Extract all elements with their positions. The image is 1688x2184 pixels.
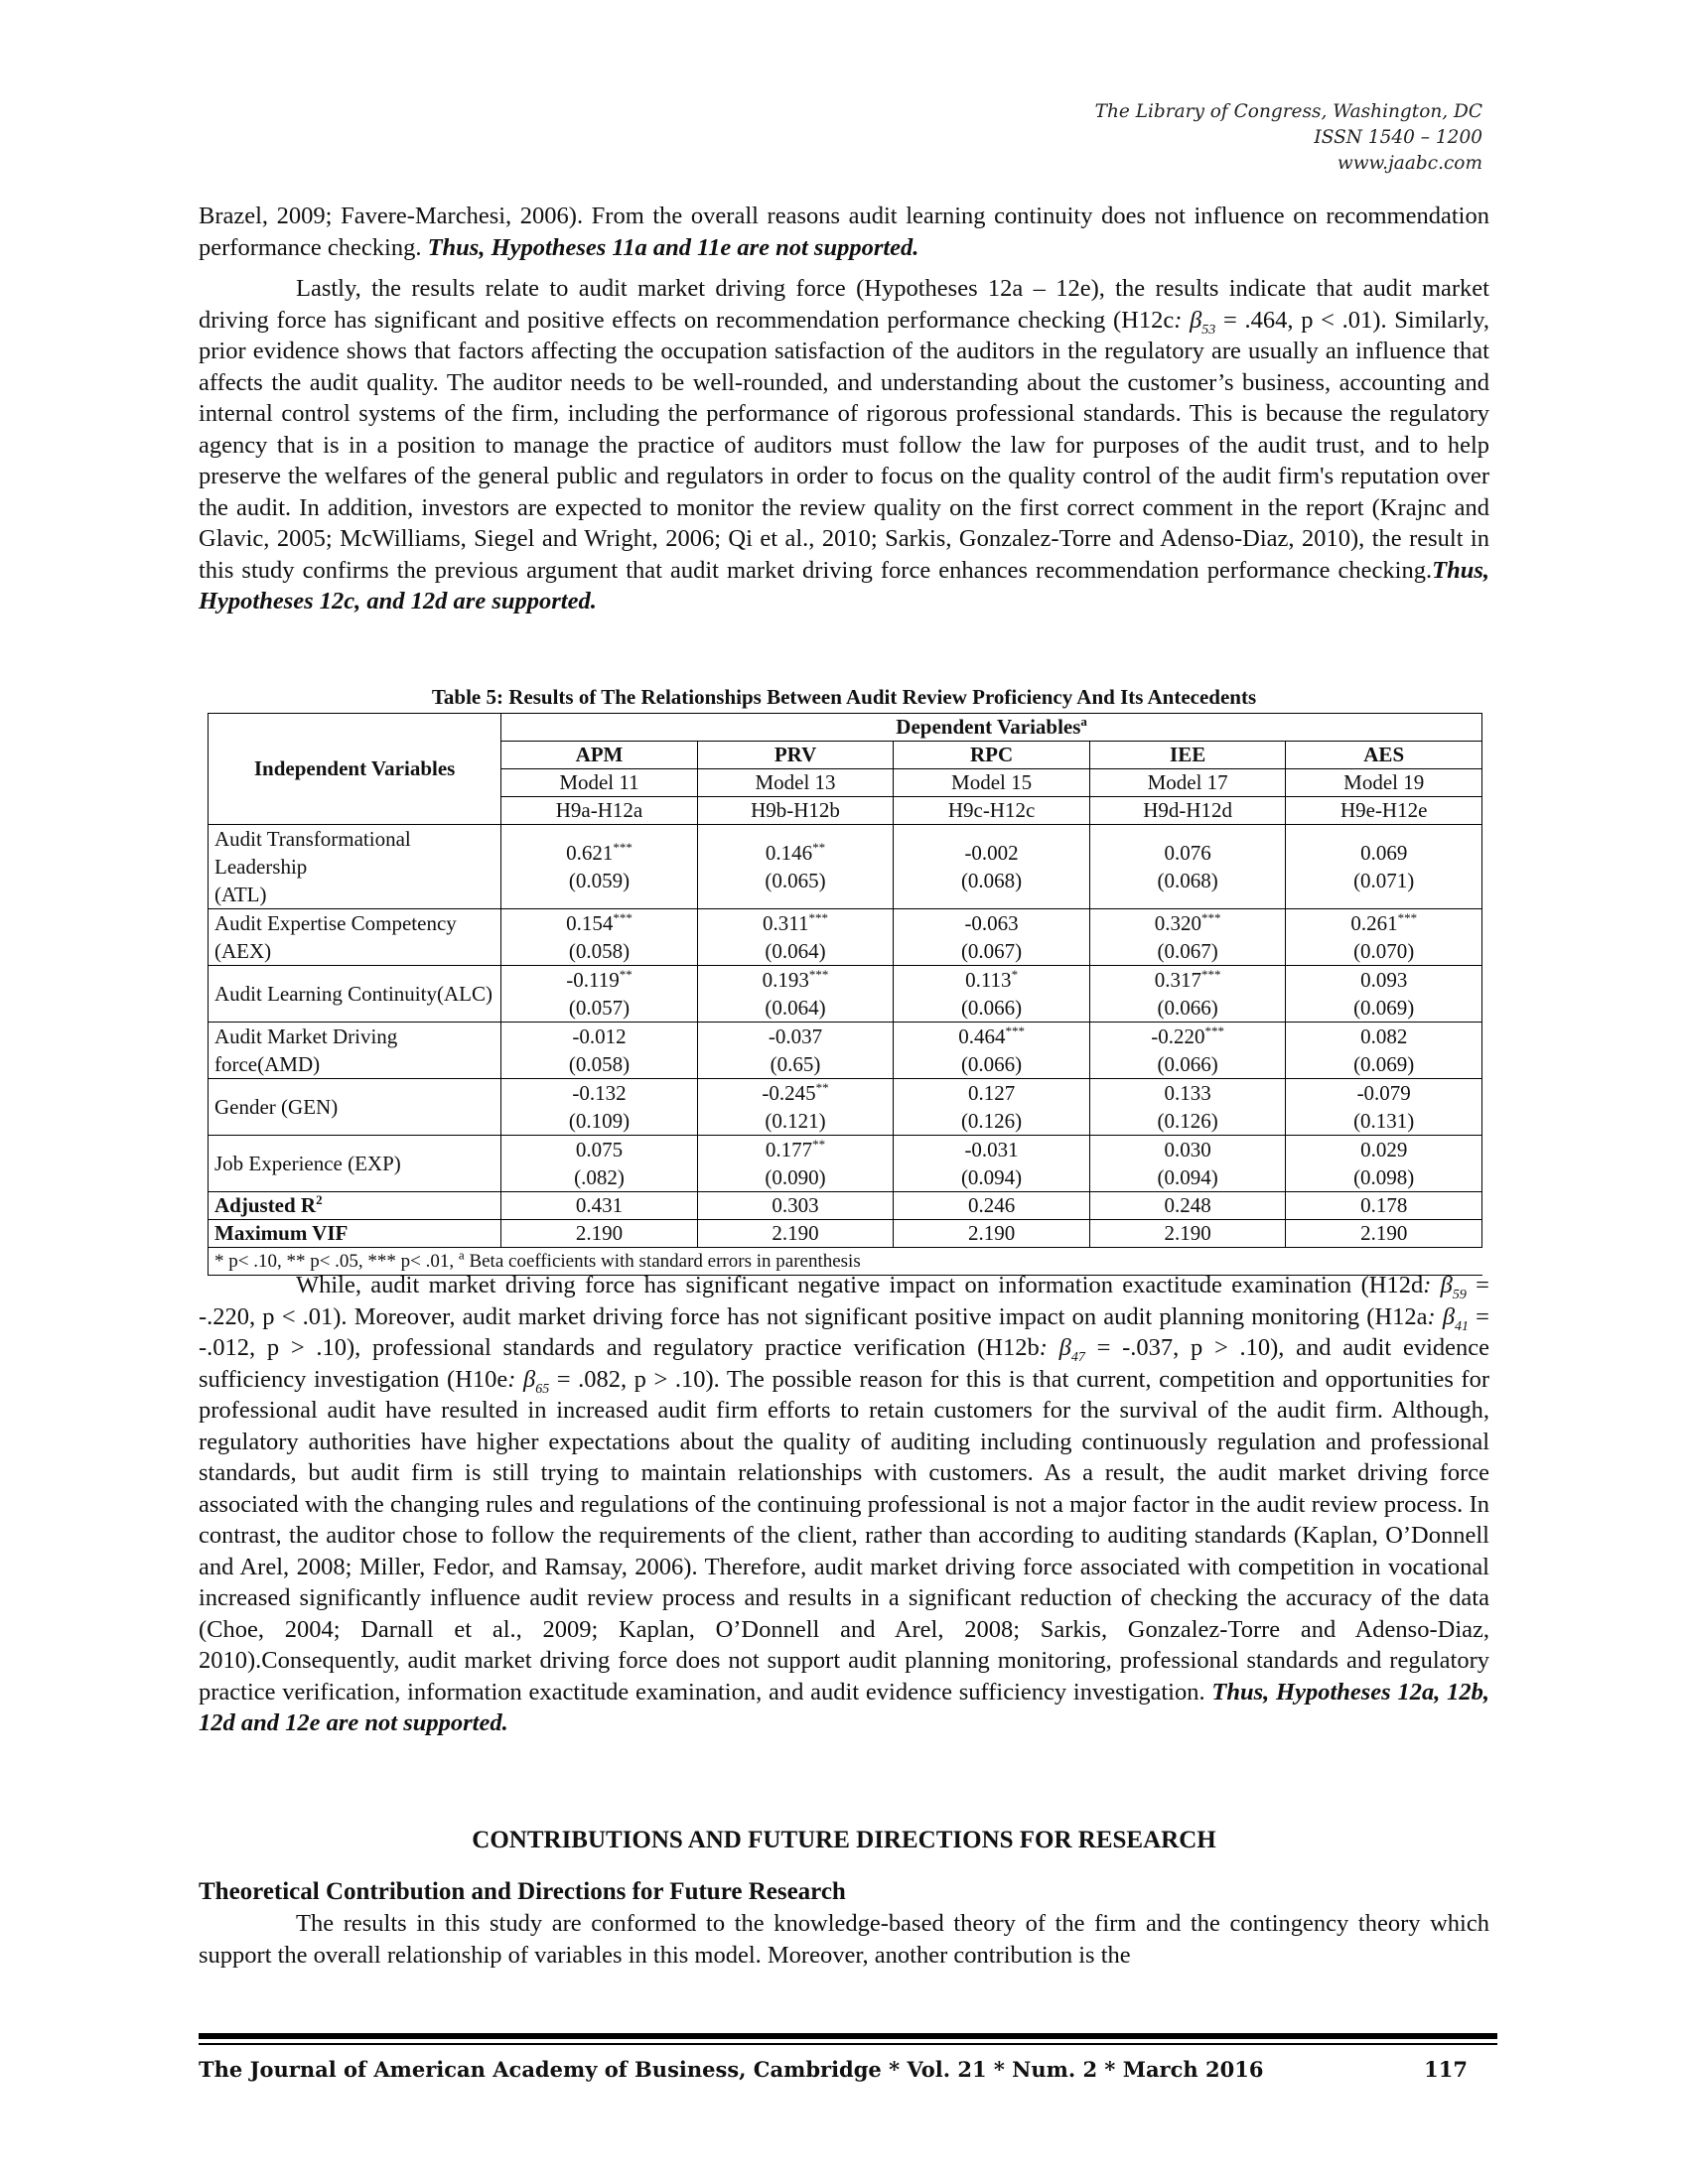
standard-error: (0.090) [765,1165,826,1189]
table-row [209,966,1482,1023]
adjusted-r2-value: 0.178 [1286,1192,1482,1220]
coefficient-cell [501,909,698,966]
maximum-vif-value: 2.190 [501,1220,698,1248]
coefficient-cell [697,825,894,909]
coefficient-value: 0.320 [1154,911,1201,935]
coefficient-cell [1089,1023,1286,1079]
column-model: Model 15 [894,769,1090,797]
maximum-vif-value: 2.190 [1286,1220,1482,1248]
row-label [209,966,501,1023]
coefficient-cell [1286,1136,1482,1192]
standard-error: (0.071) [1353,869,1415,892]
table-caption: Table 5: Results of The Relationships Between Audit Review Proficiency And Its Antecedents [431,685,1257,709]
standard-error: (0.064) [765,996,826,1020]
coefficient-value: 0.029 [1360,1138,1408,1161]
significance-stars: *** [1397,910,1418,925]
table-row [209,825,1482,909]
row-label-line1: Audit Transformational Leadership [214,827,411,879]
adjusted-r2-value: 0.246 [894,1192,1090,1220]
significance-stars: *** [808,910,829,925]
row-label-line2: Audit Learning Continuity(ALC) [214,982,492,1006]
column-hypotheses: H9a-H12a [501,797,698,825]
significance-stars: ** [815,1080,829,1095]
coefficient-value: 0.193 [762,968,809,992]
standard-error: (0.094) [1157,1165,1218,1189]
row-label-line1: Gender (GEN) [214,1095,339,1119]
header-website: www.jaabc.com [1336,153,1482,174]
coefficient-cell [697,909,894,966]
coefficient-cell [1286,909,1482,966]
column-hypotheses: H9e-H12e [1286,797,1482,825]
header-library: The Library of Congress, Washington, DC [1094,101,1482,122]
standard-error: (0.059) [568,869,631,892]
coefficient-cell [1286,1079,1482,1136]
coefficient-value: 0.464 [958,1024,1006,1048]
header-issn: ISSN 1540 – 1200 [1314,127,1482,148]
row-label-line2: (ATL) [214,883,267,906]
column-hypotheses: H9b-H12b [697,797,894,825]
significance-stars: *** [1200,910,1221,925]
standard-error: (0.121) [765,1109,826,1133]
paragraph-1: Brazel, 2009; Favere-Marchesi, 2006). From the overall reasons audit learning continuity does not influence on recommendation performance checking. Thus, Hypotheses 11a and 11e are not supported. [199,203,1489,261]
standard-error: (0.066) [1157,996,1218,1020]
coefficient-cell [501,1023,698,1079]
column-header-iee: IEE [1089,742,1286,769]
coefficient-cell [1089,966,1286,1023]
coefficient-cell [697,1136,894,1192]
row-label [209,1023,501,1079]
coefficient-value: -0.031 [964,1138,1019,1161]
body-text-bottom [199,1908,1489,1971]
maximum-vif-value: 2.190 [1089,1220,1286,1248]
adjusted-r2-value: 0.431 [501,1192,698,1220]
maximum-vif-value: 2.190 [894,1220,1090,1248]
adjusted-r2-label: Adjusted $R^2$ [209,1192,501,1220]
coefficient-cell [697,1023,894,1079]
standard-error: (0.109) [568,1109,631,1133]
row-label-line1: Audit Expertise Competency [214,911,457,935]
coefficient-cell [501,825,698,909]
coefficient-value: 0.261 [1350,911,1398,935]
coefficient-value: -0.220 [1151,1024,1205,1048]
table-row [209,1079,1482,1136]
significance-stars: *** [1204,1024,1224,1038]
coefficient-value: -0.119 [566,968,620,992]
column-model: Model 19 [1286,769,1482,797]
row-label [209,1136,501,1192]
significance-stars: *** [808,967,829,982]
standard-error: (0.126) [1157,1109,1218,1133]
coefficient-cell [501,1136,698,1192]
column-header-rpc: RPC [894,742,1090,769]
standard-error: (0.131) [1353,1109,1415,1133]
significance-stars: *** [1005,1024,1025,1038]
coefficient-value: -0.037 [768,1024,823,1048]
body-text-top [199,201,1489,617]
maximum-vif-value: 2.190 [697,1220,894,1248]
coefficient-value: 0.069 [1360,841,1408,865]
maximum-vif-label: Maximum VIF [209,1220,501,1248]
row-label-line2: (AEX) [214,939,272,963]
significance-stars: ** [812,840,826,855]
table-note: * p< .10, ** p< .05, *** p< .01, $^a$ Beta coefficients with standard errors in parenthesis [209,1248,1482,1276]
standard-error: (0.098) [1353,1165,1415,1189]
standard-error: (0.066) [960,1052,1023,1076]
standard-error: (0.058) [568,939,631,963]
column-hypotheses: H9c-H12c [894,797,1090,825]
standard-error: (0.066) [960,996,1023,1020]
paragraph-3: While, audit market driving force has significant negative impact on information exactitude examination (H12d: $\beta_{59} = -.220$, p < .01). Moreover, audit market driving force has not significant positive impact on audit planning monitoring (H12a: $\beta_{41} = -.012$, p > .10), professional standards and regulatory practice verification (H12b: $\beta_{47} = -.037$, p > .10), and audit evidence sufficiency investigation (H10e: $\beta_{65} = .082$, p > .10). The possible reason for this is that current, competition and opportunities for professional audit have resulted in increased audit firm efforts to retain customers for the survival of the audit firm. Although, regulatory authorities have higher expectations about the quality of auditing including continuously regulation and professional standards, but audit firm is still trying to maintain relationships with customers. As a result, the audit market driving force associated with the changing rules and regulations of the continuing professional is not a major factor in the audit review process. In contrast, the auditor chose to follow the requirements of the client, rather than according to auditing standards (Kaplan, O’Donnell and Arel, 2008; Miller, Fedor, and Ramsay, 2006). Therefore, audit market driving force associated with competition in vocational increased significantly influence audit review process and results in a significant reduction of checking the accuracy of the data (Choe, 2004; Darnall et al., 2009; Kaplan, O’Donnell and Arel, 2008; Sarkis, Gonzalez-Torre and Adenso-Diaz, 2010).Consequently, audit market driving force does not support audit planning monitoring, professional standards and regulatory practice verification, information exactitude examination, and audit evidence sufficiency investigation. Thus, Hypotheses 12a, 12b, 12d and 12e are not supported. [199,1272,1489,1736]
significance-stars: *** [1200,967,1221,982]
row-label-line1: Job Experience (EXP) [214,1152,401,1175]
standard-error: (0.067) [960,939,1023,963]
paragraph-4: The results in this study are conformed to the knowledge-based theory of the firm and the contingency theory which support the overall relationship of variables in this model. Moreover, another contribution is the [199,1910,1489,1969]
coefficient-cell [1089,1079,1286,1136]
hypothesis-conclusion: Thus, Hypotheses 12a, 12b, 12d and 12e are not supported. [199,1678,1489,1736]
coefficient-cell [894,1023,1090,1079]
row-label [209,1079,501,1136]
coefficient-value: 0.177 [765,1138,813,1161]
standard-error: (0.057) [568,996,631,1020]
coefficient-value: -0.002 [964,841,1019,865]
significance-stars: ** [619,967,633,982]
standard-error: (0.65) [770,1052,821,1076]
column-header-prv: PRV [697,742,894,769]
coefficient-value: 0.030 [1164,1138,1211,1161]
coefficient-cell [894,909,1090,966]
coefficient-value: -0.063 [964,911,1019,935]
footer-rule-thin [199,2043,1497,2045]
coefficient-cell [697,1079,894,1136]
coefficient-cell [894,1079,1090,1136]
body-text-middle [199,1270,1489,1739]
coefficient-cell [501,1079,698,1136]
coefficient-value: 0.154 [566,911,614,935]
row-label [209,825,501,909]
results-table [208,713,1482,1276]
column-header-apm: APM [501,742,698,769]
coefficient-cell [501,966,698,1023]
section-heading: CONTRIBUTIONS AND FUTURE DIRECTIONS FOR RESEARCH [472,1827,1216,1853]
adjusted-r2-value: 0.248 [1089,1192,1286,1220]
coefficient-value: -0.012 [572,1024,627,1048]
standard-error: (0.067) [1157,939,1218,963]
coefficient-value: 0.075 [575,1138,624,1161]
table-row [209,909,1482,966]
table-row [209,1136,1482,1192]
significance-stars: *** [613,840,633,855]
coefficient-value: -0.132 [572,1081,627,1105]
coefficient-value: 0.127 [967,1081,1016,1105]
table-row [209,1023,1482,1079]
standard-error: (0.068) [960,869,1023,892]
standard-error: (0.064) [765,939,826,963]
coefficient-value: 0.133 [1164,1081,1211,1105]
paragraph-2: Lastly, the results relate to audit market driving force (Hypotheses 12a – 12e), the results indicate that audit market driving force has significant and positive effects on recommendation performance checking (H12c: $\beta_{53} = .464$, p < .01). Similarly, prior evidence shows that factors affecting the occupation satisfaction of the auditors in the regulatory are usually an influence that affects the audit quality. The auditor needs to be well-rounded, and understanding about the customer’s business, accounting and internal control systems of the firm, including the performance of rigorous professional standards. This is because the regulatory agency that is in a position to manage the practice of auditors must follow the law for purposes of the audit trust, and to help preserve the welfares of the general public and regulators in order to focus on the quality control of the audit firm's reputation over the audit. In addition, investors are expected to monitor the review quality on the first correct comment in the report (Krajnc and Glavic, 2005; McWilliams, Siegel and Wright, 2006; Qi et al., 2010; Sarkis, Gonzalez-Torre and Adenso-Diaz, 2010), the result in this study confirms the previous argument that audit market driving force enhances recommendation performance checking.Thus, Hypotheses 12c, and 12d are supported. [199,275,1489,614]
coefficient-cell [1089,909,1286,966]
independent-variables-header: Independent Variables [209,714,501,825]
hypothesis-conclusion: Thus, Hypotheses 11a and 11e are not supported. [427,233,919,261]
significance-stars: ** [812,1137,826,1152]
standard-error: (0.065) [765,869,826,892]
significance-stars: * [1011,967,1019,982]
coefficient-cell [1286,825,1482,909]
hypothesis-conclusion: Thus, Hypotheses 12c, and 12d are supported. [199,556,1489,614]
column-model: Model 13 [697,769,894,797]
coefficient-value: 0.093 [1360,968,1408,992]
coefficient-cell [1286,1023,1482,1079]
coefficient-value: -0.245 [762,1081,816,1105]
standard-error: (0.069) [1353,996,1415,1020]
coefficient-cell [1286,966,1482,1023]
coefficient-cell [1089,1136,1286,1192]
coefficient-value: 0.146 [765,841,813,865]
coefficient-value: 0.076 [1164,841,1211,865]
standard-error: (0.068) [1157,869,1218,892]
column-header-aes: AES [1286,742,1482,769]
coefficient-value: 0.317 [1154,968,1201,992]
coefficient-value: 0.113 [965,968,1012,992]
coefficient-cell [894,966,1090,1023]
significance-stars: *** [613,910,633,925]
row-label-line2: Audit Market Driving force(AMD) [214,1024,398,1076]
adjusted-r2-value: 0.303 [697,1192,894,1220]
coefficient-value: 0.311 [763,911,809,935]
coefficient-cell [894,1136,1090,1192]
coefficient-cell [697,966,894,1023]
coefficient-value: -0.079 [1356,1081,1411,1105]
coefficient-value: 0.621 [566,841,614,865]
standard-error: (0.126) [960,1109,1023,1133]
standard-error: (0.069) [1353,1052,1415,1076]
column-model: Model 11 [501,769,698,797]
standard-error: (0.094) [960,1165,1023,1189]
coefficient-cell [894,825,1090,909]
footer-journal: The Journal of American Academy of Business, Cambridge * Vol. 21 * Num. 2 * March 2016 [199,2057,1264,2082]
standard-error: (0.066) [1157,1052,1218,1076]
coefficient-value: 0.082 [1360,1024,1408,1048]
page-number: 117 [1424,2057,1468,2082]
standard-error: (0.058) [568,1052,631,1076]
standard-error: (0.070) [1353,939,1415,963]
column-model: Model 17 [1089,769,1286,797]
column-hypotheses: H9d-H12d [1089,797,1286,825]
row-label [209,909,501,966]
subsection-heading: Theoretical Contribution and Directions for Future Research [199,1878,846,1905]
dependent-variables-header: Dependent Variables$^a$ [501,714,1482,742]
standard-error: (.082) [574,1165,625,1189]
footer-rule [199,2033,1497,2039]
running-header [1095,99,1482,177]
coefficient-cell [1089,825,1286,909]
